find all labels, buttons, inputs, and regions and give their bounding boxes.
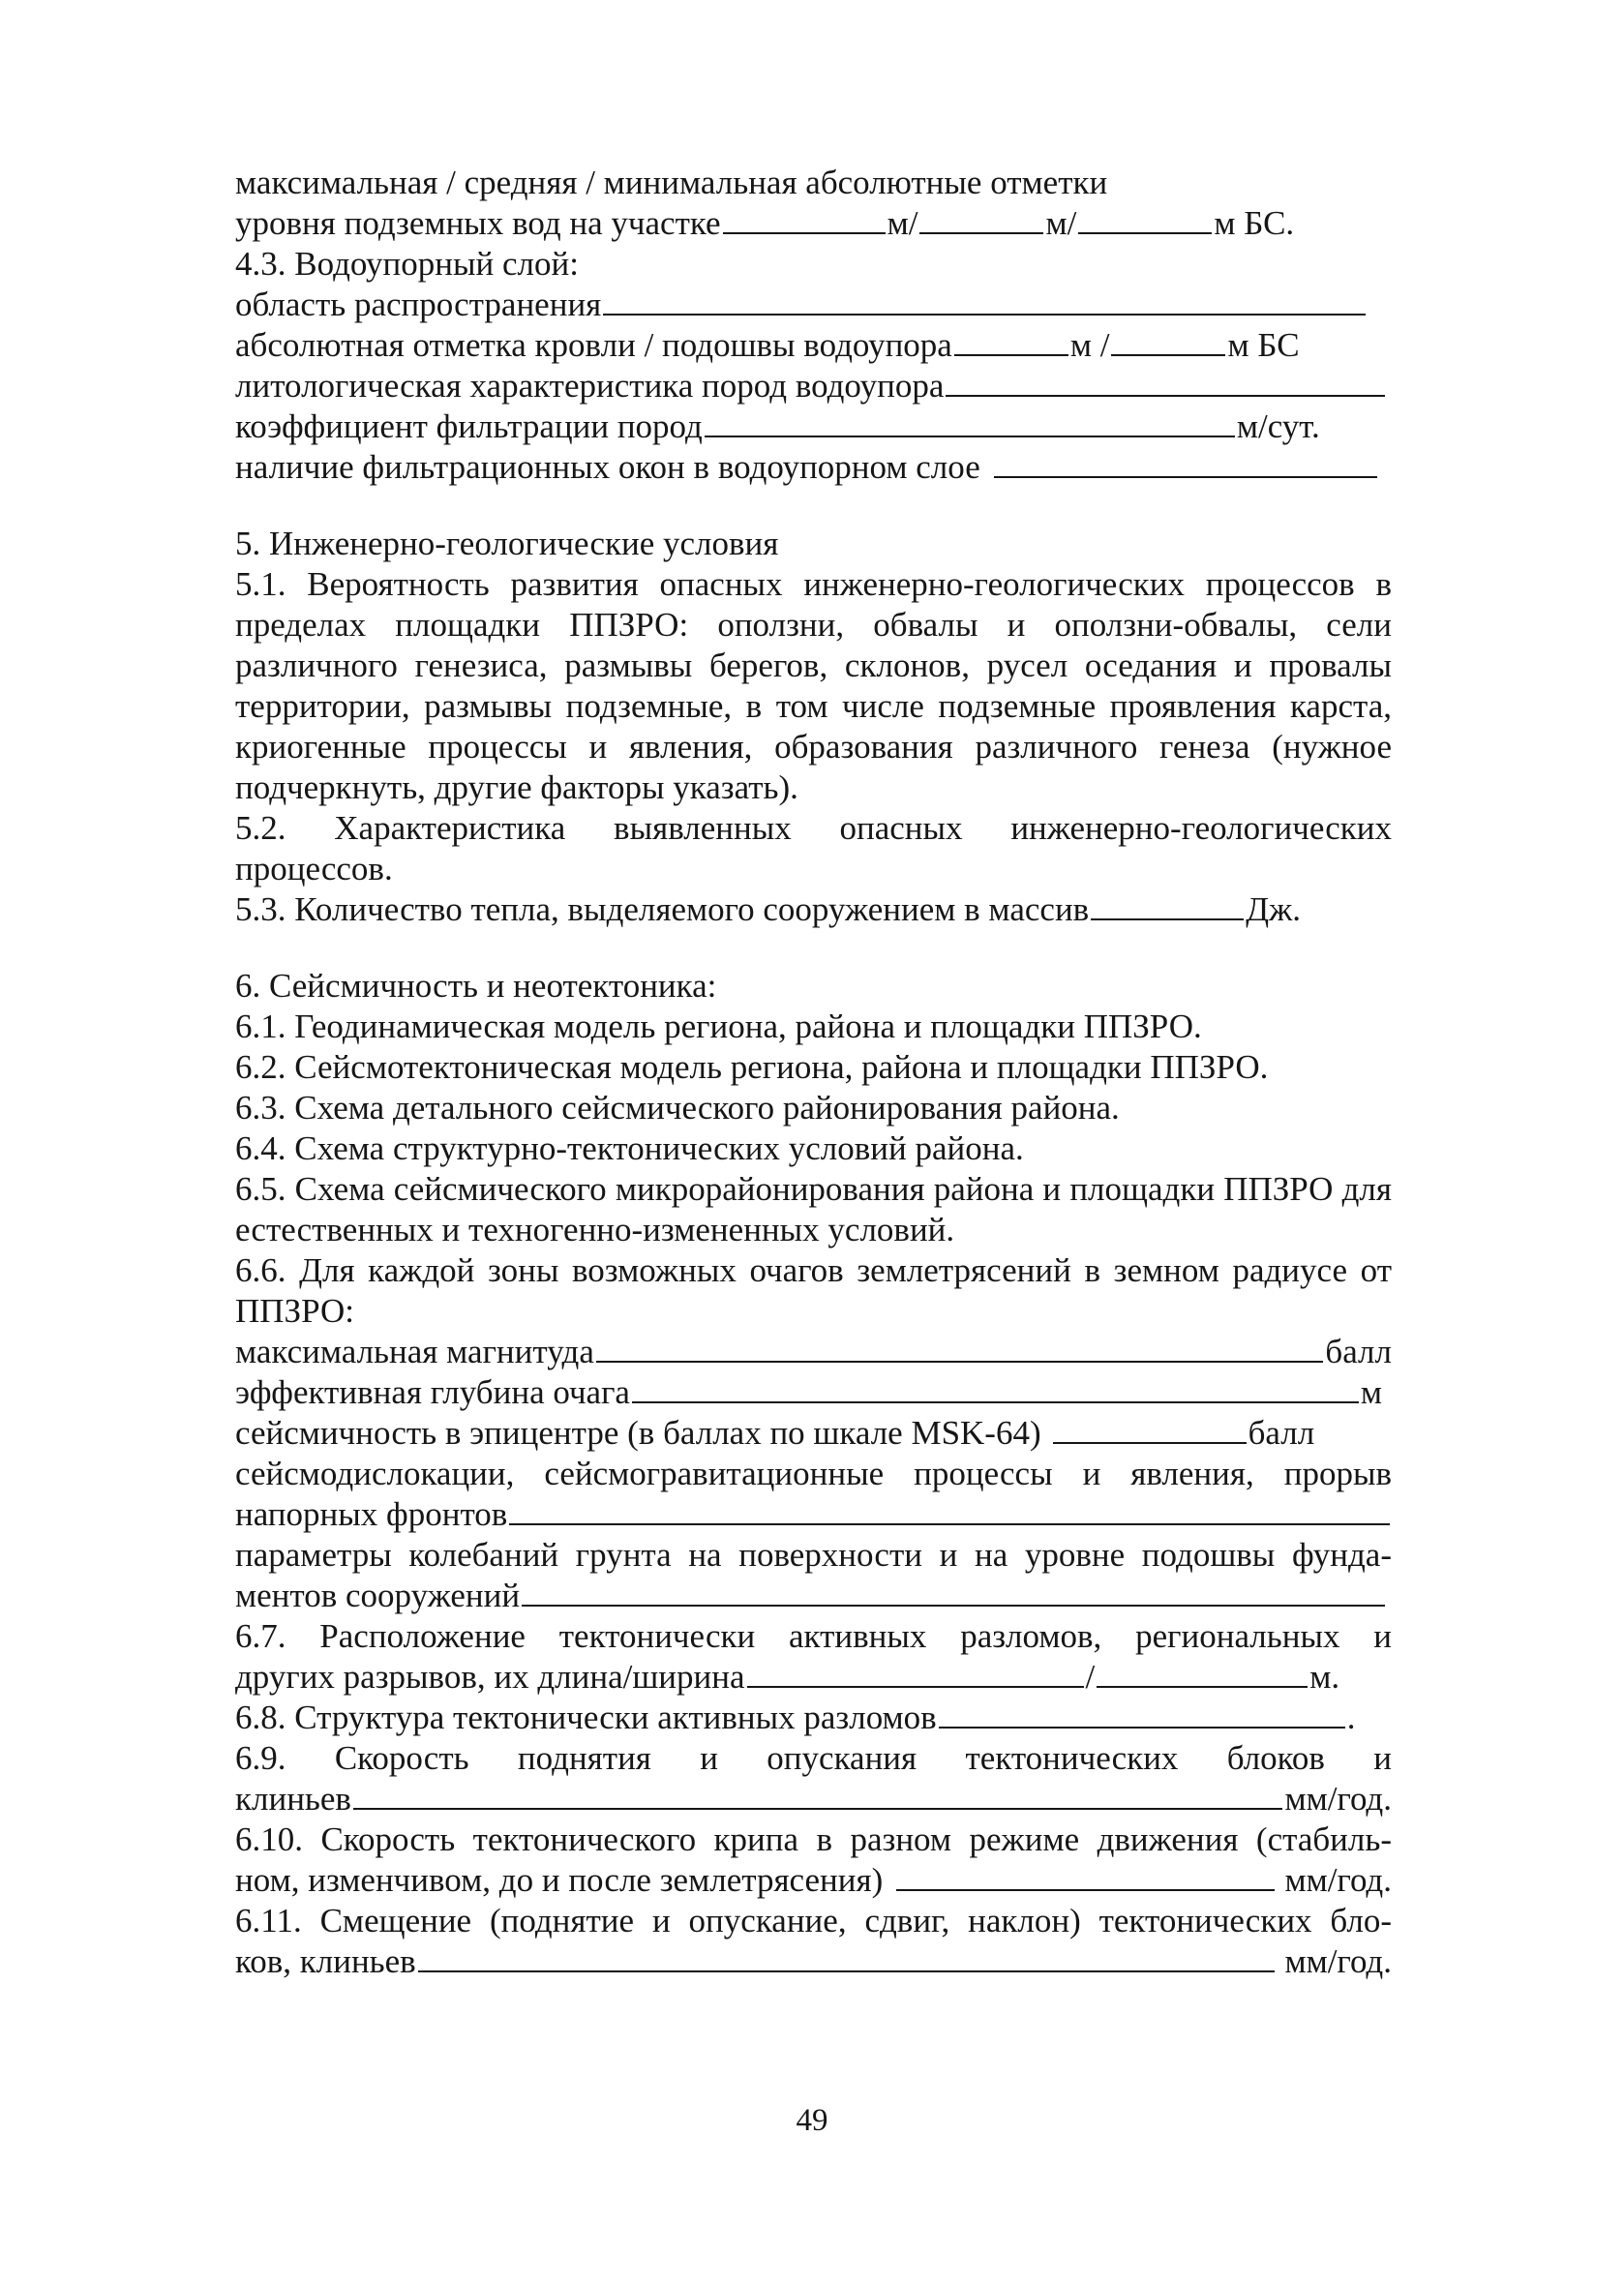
- text: максимальная / средняя / минимальная абсолютные отметки: [235, 164, 1108, 201]
- blank-field[interactable]: [919, 203, 1043, 234]
- text: 6.3. Схема детального сейсмического районирования района.: [235, 1089, 1120, 1127]
- text: балл: [1325, 1333, 1392, 1370]
- blank-field[interactable]: [994, 447, 1377, 478]
- text: сейсмодислокации, сейсмогравитационные процессы и явления, прорыв: [235, 1455, 1392, 1492]
- text: м: [1360, 1373, 1382, 1411]
- paragraph: 5.1. Вероятность развития опасных инженерно-геологических процессов в пределах площадки ППЗРО: оползни, обвалы и оползни-обвалы, сели различного генезиса, размывы берегов, склонов, русел оседания и провалы территории, размывы подземные, в том числе подземные проявления карста, криогенные процессы и явления, образования различного генеза (нужное подчеркнуть, другие факторы указать).: [235, 565, 1392, 806]
- line: [235, 1454, 1392, 1494]
- blank-field[interactable]: [723, 203, 886, 234]
- blank-field[interactable]: [1111, 325, 1225, 356]
- blank-field[interactable]: [603, 285, 1366, 316]
- text: 5. Инженерно-геологические условия: [235, 525, 779, 562]
- line: [235, 1413, 1392, 1454]
- line: [235, 1860, 1392, 1901]
- paragraph: 6.6. Для каждой зоны возможных очагов землетрясений в земном радиусе от ППЗРО:: [235, 1251, 1392, 1330]
- text: ном, изменчивом, до и после землетрясения): [235, 1861, 884, 1899]
- line: [235, 1698, 1392, 1738]
- text: 6.11. Смещение (поднятие и опускание, сдвиг, наклон) тектонических бло-: [235, 1902, 1392, 1939]
- line: [235, 1088, 1392, 1128]
- blank-field[interactable]: [418, 1941, 1276, 1972]
- text: других разрывов, их длина/ширина: [235, 1658, 745, 1696]
- blank-field[interactable]: [705, 406, 1235, 437]
- blank-field[interactable]: [747, 1657, 1084, 1688]
- text: максимальная магнитуда: [235, 1333, 594, 1370]
- blank-field[interactable]: [632, 1372, 1359, 1403]
- text: мм/год.: [1284, 1780, 1392, 1818]
- line: [235, 1819, 1392, 1860]
- paragraph: 6.5. Схема сейсмического микрорайонирования района и площадки ППЗРО для естественных и техногенно-измененных условий.: [235, 1170, 1392, 1248]
- text: 5.3. Количество тепла, выделяемого сооружением в массив: [235, 890, 1090, 928]
- blank-field[interactable]: [509, 1494, 1390, 1525]
- text: 6.7. Расположение тектонически активных разломов, региональных и: [235, 1617, 1392, 1655]
- page-number: 49: [796, 2103, 828, 2138]
- line: [235, 203, 1392, 244]
- text: м БС: [1227, 326, 1300, 364]
- text: м/сут.: [1236, 407, 1320, 445]
- text: .: [1346, 1699, 1356, 1736]
- text: коэффициент фильтрации пород: [235, 407, 703, 445]
- line: [235, 163, 1392, 203]
- text: напорных фронтов: [235, 1495, 508, 1533]
- text: абсолютная отметка кровли / подошвы водоупора: [235, 326, 952, 364]
- line: [235, 1576, 1387, 1616]
- text: сейсмичность в эпицентре (в баллах по шкале MSK-64): [235, 1414, 1041, 1452]
- text: уровня подземных вод на участке: [235, 204, 721, 242]
- text: эффективная глубина очага: [235, 1373, 630, 1411]
- line: [235, 1007, 1392, 1047]
- line: [235, 1535, 1392, 1576]
- text: ментов сооружений: [235, 1577, 521, 1614]
- line: [235, 406, 1392, 447]
- text: 6.4. Схема структурно-тектонических условий района.: [235, 1129, 1024, 1167]
- heading: [235, 244, 1392, 285]
- text: клиньев: [235, 1780, 351, 1818]
- text: 4.3. Водоупорный слой:: [235, 245, 579, 283]
- blank-field[interactable]: [939, 1698, 1345, 1729]
- line: [235, 889, 1392, 930]
- blank-field[interactable]: [1097, 1657, 1308, 1688]
- text: м БС.: [1214, 204, 1295, 242]
- line: [235, 325, 1392, 366]
- line: [235, 366, 1387, 406]
- text: мм/год.: [1284, 1942, 1392, 1980]
- line: [235, 1941, 1392, 1982]
- text: м /: [1069, 326, 1110, 364]
- line: [235, 1901, 1392, 1941]
- text: мм/год.: [1284, 1861, 1392, 1899]
- text: 6. Сейсмичность и неотектоника:: [235, 967, 717, 1005]
- document-page: [235, 163, 1392, 1982]
- line: [235, 1779, 1392, 1819]
- text: литологическая характеристика пород водоупора: [235, 367, 945, 405]
- blank-field[interactable]: [1091, 889, 1244, 920]
- text: 6.9. Скорость поднятия и опускания тектонических блоков и: [235, 1739, 1392, 1777]
- text: 6.2. Сейсмотектоническая модель региона, района и площадки ППЗРО.: [235, 1048, 1269, 1086]
- text: м.: [1309, 1658, 1340, 1696]
- line: [235, 1494, 1392, 1535]
- text: наличие фильтрационных окон в водоупорном слое: [235, 448, 980, 486]
- blank-field[interactable]: [946, 366, 1385, 397]
- text: балл: [1248, 1414, 1315, 1452]
- blank-field[interactable]: [896, 1860, 1275, 1891]
- blank-field[interactable]: [596, 1332, 1324, 1363]
- text: область распространения: [235, 286, 602, 323]
- text: Дж.: [1246, 890, 1302, 928]
- text: м/: [1045, 204, 1077, 242]
- line: [235, 285, 1368, 325]
- text: параметры колебаний грунта на поверхности и на уровне подошвы фунда-: [235, 1536, 1392, 1574]
- blank-field[interactable]: [522, 1576, 1385, 1607]
- text: м/: [887, 204, 918, 242]
- text: 6.1. Геодинамическая модель региона, района и площадки ППЗРО.: [235, 1007, 1202, 1045]
- line: [235, 1128, 1392, 1169]
- blank-field[interactable]: [1078, 203, 1212, 234]
- blank-field[interactable]: [954, 325, 1068, 356]
- line: [235, 447, 1379, 488]
- text: ков, клиньев: [235, 1942, 416, 1980]
- text: 6.8. Структура тектонически активных разломов: [235, 1699, 937, 1736]
- line: [235, 1047, 1392, 1088]
- line: [235, 1657, 1392, 1698]
- line: [235, 1332, 1392, 1372]
- paragraph: 5.2. Характеристика выявленных опасных инженерно-геологических процессов.: [235, 809, 1392, 887]
- line: [235, 1738, 1392, 1779]
- line: [235, 1372, 1382, 1413]
- text: /: [1085, 1658, 1096, 1696]
- text: 6.10. Скорость тектонического крипа в разном режиме движения (стабиль-: [235, 1820, 1392, 1858]
- section-title: [235, 524, 1392, 564]
- blank-field[interactable]: [1053, 1413, 1247, 1444]
- line: [235, 1616, 1392, 1657]
- blank-field[interactable]: [353, 1779, 1282, 1810]
- section-title: [235, 966, 1392, 1007]
